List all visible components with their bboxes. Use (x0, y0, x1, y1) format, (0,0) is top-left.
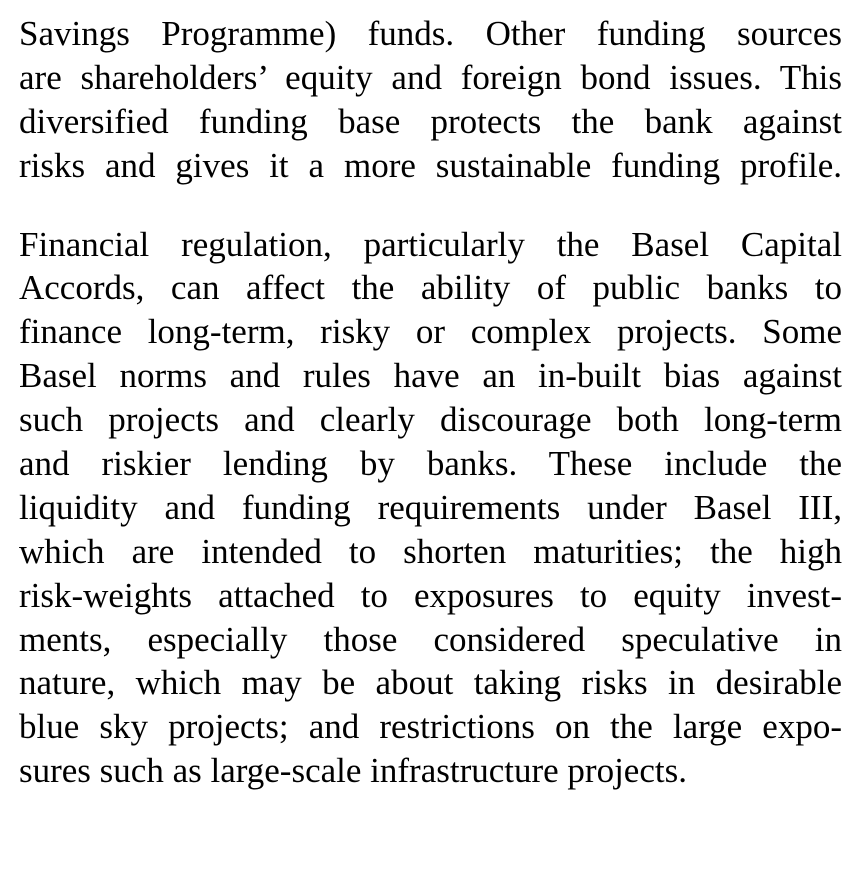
text-line: Basel norms and rules have an in-built bias against (19, 356, 842, 396)
text-line: diversified funding base protects the bank against (19, 101, 842, 141)
document-body (19, 12, 842, 793)
text-line: such projects and clearly discourage both long-term (19, 400, 842, 440)
text-line: Accords, can affect the ability of public banks to (19, 268, 842, 308)
text-line: which are intended to shorten maturities; the high (19, 531, 842, 571)
text-line: and riskier lending by banks. These include the (19, 444, 842, 484)
text-line: finance long-term, risky or complex projects. Some (19, 312, 842, 352)
paragraph-financial-regulation (19, 223, 842, 794)
text-line: Savings Programme) funds. Other funding sources (19, 14, 842, 53)
text-line: sures such as large-scale infrastructure projects. (19, 751, 687, 791)
paragraph-spacer (19, 188, 842, 223)
text-line: risks and gives it a more sustainable funding profile. (19, 145, 842, 185)
text-line: Financial regulation, particularly the Basel Capital (19, 224, 842, 264)
text-line: liquidity and funding requirements under Basel III, (19, 487, 842, 527)
text-line: nature, which may be about taking risks in desirable (19, 663, 842, 703)
text-line: blue sky projects; and restrictions on the large expo- (19, 707, 842, 747)
text-line: risk-weights attached to exposures to equity invest- (19, 575, 842, 615)
paragraph-funding-sources (19, 12, 842, 188)
text-line: are shareholders’ equity and foreign bond issues. This (19, 57, 842, 97)
text-line: ments, especially those considered speculative in (19, 619, 842, 659)
